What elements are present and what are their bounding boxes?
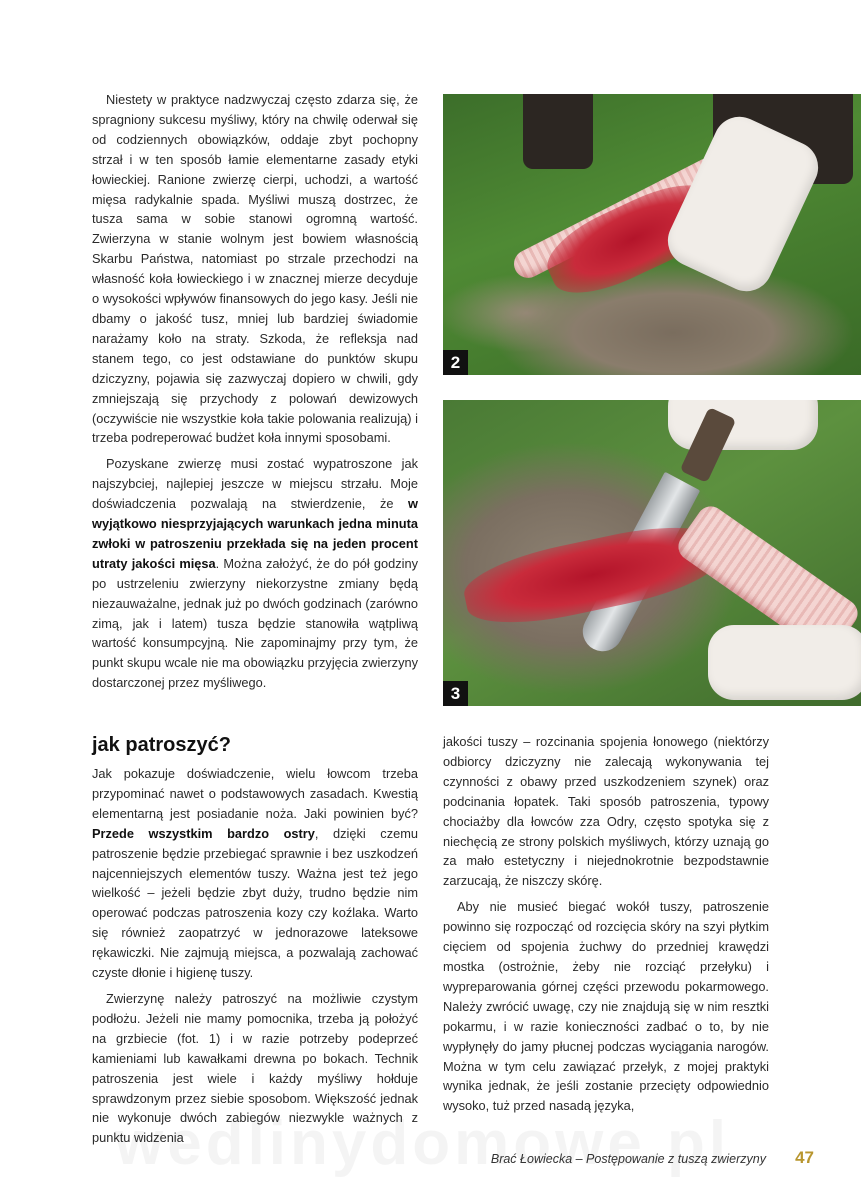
section-heading: jak patroszyć?: [92, 734, 231, 756]
photo-3-cutting-trachea: [443, 400, 861, 706]
glove-shape: [668, 400, 818, 450]
article-column-left: [92, 732, 418, 1154]
boot-shape: [523, 94, 593, 169]
paragraph-knife: Jak pokazuje doświadczenie, wielu łowcom trzeba przypominać nawet o podstawowych zasadach. Kwestią elementarną jest posiadanie noża. Jaki powinien być? Przede wszystkim bardzo ostry, dzięki czemu patroszenie będzie przebiegać sprawnie i bez uszkodzeń najcenniejszych elementów tuszy. Ważna jest też jego wielkość – jeżeli będzie zbyt duży, trudno będzie nim operować podczas patroszenia kozy czy koźlaka. Warto się również zaopatrzyć w jednorazowe lateksowe rękawiczki. Nie zajmują miejsca, a pozwalają zachować czyste dłonie i higienę tuszy.: [92, 766, 418, 981]
emphasis-quality-loss: w wyjątkowo niesprzyjających warunkach jedna minuta zwłoki w patroszeniu przekłada się na jeden procent utraty jakości mięsa: [92, 496, 418, 571]
paragraph-placement: Zwierzynę należy patroszyć na możliwie czystym podłożu. Jeżeli nie mamy pomocnika, trzeba ją położyć na grzbiecie (fot. 1) i w razie potrzeby podeprzeć kamieniami lub kawałkami drewna po bokach. Technik patroszenia jest wiele i każdy myśliwy hołduje sprawdzonym przez siebie sposobom. Większość jednak nie wykonuje dwóch zabiegów niezwykle ważnych z punktu widzenia: [92, 990, 418, 1146]
article-column-right: [443, 732, 769, 1122]
glove-shape: [708, 625, 861, 700]
paragraph-techniques: jakości tuszy – rozcinania spojenia łonowego (niektórzy odbiorcy dziczyzny nie zalecają wykonywania tej czynności z obawy przed uszkodzeniem szynek) oraz podcinania łopatek. Taki sposób patroszenia, typowy chociażby dla łowców zza Odry, często spotyka się z niechęcią ze strony polskich myśliwych, którzy uznają go za mało estetyczny i niejednokrotnie bezpodstawnie zarzucają, że niszczy skórę.: [443, 734, 769, 889]
article-column-top: [92, 90, 418, 699]
emphasis-sharp: Przede wszystkim bardzo ostry: [92, 825, 315, 841]
photo-number: 2: [443, 350, 468, 375]
paragraph-neck-cut: Aby nie musieć biegać wokół tuszy, patroszenie powinno się rozpocząć od rozcięcia skóry na szyi płytkim cięciem od spojenia żuchwy do przedniej krawędzi mostka (ostrożnie, żeby nie rozciąć przełyku) i wypreparowania górnej części przewodu pokarmowego. Należy zwrócić uwagę, czy nie znajdują się w nim resztki pokarmu, i w razie konieczności zadbać o to, by nie wypłynęły do jamy płucnej podczas wyciągania narogów. Można w tym celu zawiązać przełyk, z mojej praktyki wynika jednak, że jeśli zostanie przecięty odpowiednio wysoko, tuż przed nasadą języka,: [443, 899, 769, 1114]
paragraph-intro: Niestety w praktyce nadzwyczaj często zdarza się, że spragniony sukcesu myśliwy, który na chwilę oderwał się od codziennych obowiązków, oddaje zbyt pochopny strzał i w ten sposób łamie elementarne zasady etyki łowieckiej. Ranione zwierzę cierpi, uchodzi, a wartość mięsa radykalnie spada. Myśliwi muszą dostrzec, że tusza sama w sobie stanowi ogromną wartość. Zwierzyna w stanie wolnym jest bowiem własnością Skarbu Państwa, natomiast po strzale przechodzi na własność koła łowieckiego i w znacznej mierze decyduje o wysokości wpływów finansowych do jego kasy. Jeśli nie dbamy o jakość tusz, mniej lub bardziej świadomie narażamy koło na straty. Szkoda, że refleksja nad stanem tego, co jest odstawiane do punktów skupu dziczyzny, pojawia się zazwyczaj dopiero w chwili, gdy zmniejszają się przychody z polowań dewizowych (oczywiście nie wszystkie koła takie polowania realizują) i trzeba podreperować budżet koła innymi sposobami.: [92, 92, 418, 446]
paragraph-gutting-speed: Pozyskane zwierzę musi zostać wypatroszone jak najszybciej, najlepiej jeszcze w miejscu strzału. Moje doświadczenia pozwalają na stwierdzenie, że w wyjątkowo niesprzyjających warunkach jedna minuta zwłoki w patroszeniu przekłada się na jeden procent utraty jakości mięsa. Można założyć, że do pół godziny po ustrzeleniu zwierzyny niekorzystne zmiany będą niezauważalne, jednak już po dwóch godzinach (zarówno zimą, jak i latem) tusza będzie stanowiła wątpliwą wartość konsumpcyjną. Nie zapominajmy przy tym, że punkt skupu wcale nie ma obowiązku przyjęcia zwierzyny dostarczonej przez myśliwego.: [92, 456, 418, 691]
footer-running-title: Brać Łowiecka – Postępowanie z tuszą zwierzyny: [490, 1152, 766, 1166]
photo-2-gutting-neck: [443, 94, 861, 375]
watermark: [115, 1108, 730, 1179]
page-number: 47: [795, 1148, 814, 1167]
photo-number: 3: [443, 681, 468, 706]
